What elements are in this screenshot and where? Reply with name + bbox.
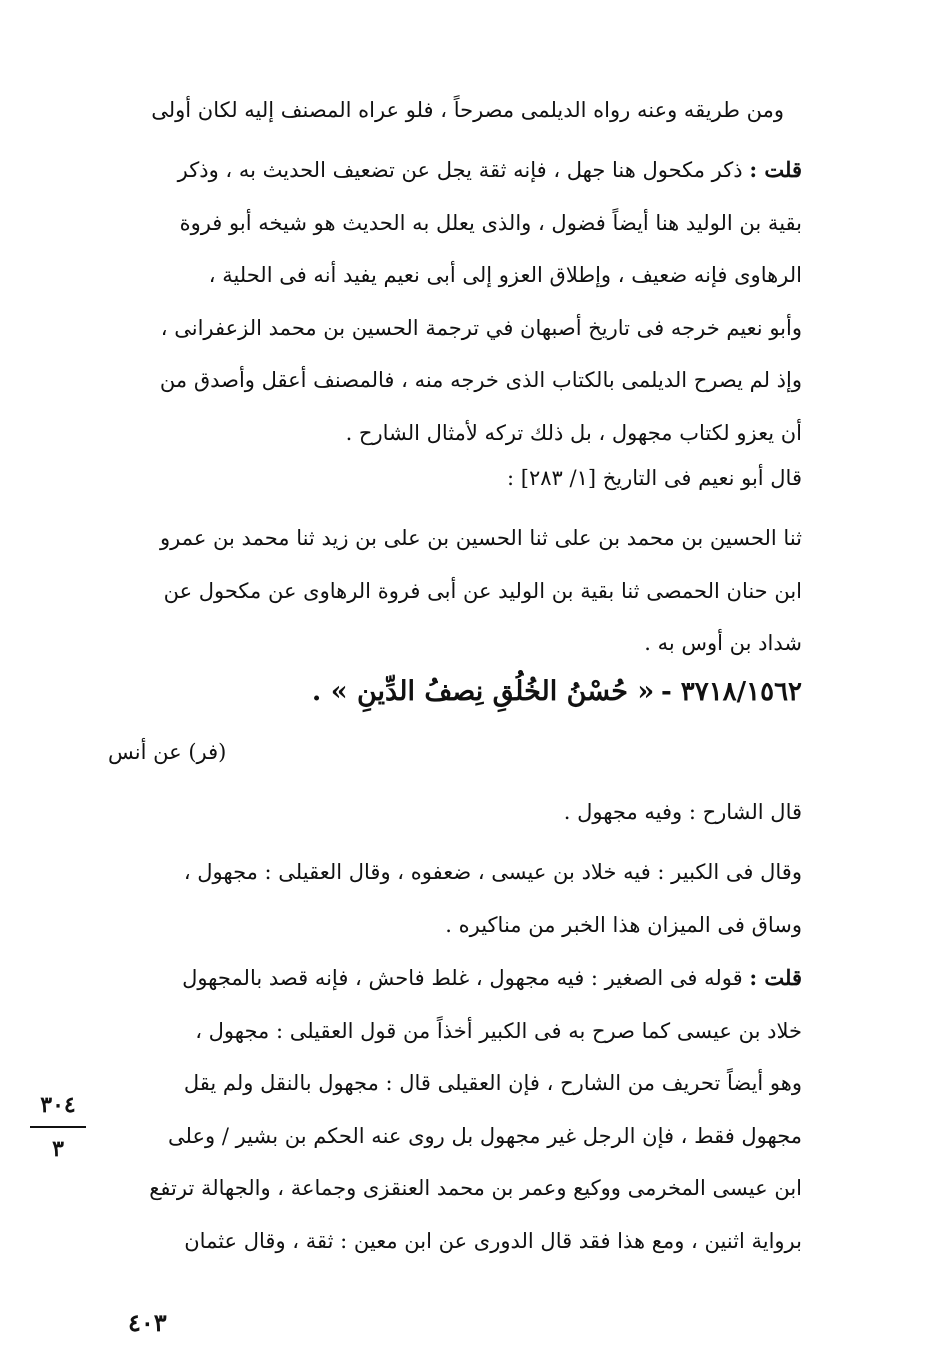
- text-line: قلت : ذكر مكحول هنا جهل ، فإنه ثقة يجل عن تضعيف الحديث به ، وذكر: [177, 157, 802, 182]
- text-line: قال الشارح : وفيه مجهول .: [563, 800, 802, 824]
- sharih-statement: [96, 786, 802, 839]
- paragraph-qultu-2: [96, 952, 802, 1267]
- margin-divider: [30, 1126, 86, 1128]
- text-line: ابن عيسى المخرمى ووكيع وعمر بن محمد العنقزى وجماعة ، والجهالة ترتفع: [149, 1176, 802, 1200]
- text-line: ومن طريقه وعنه رواه الديلمى مصرحاً ، فلو عراه المصنف إليه لكان أولى: [151, 98, 784, 122]
- text-line: شداد بن أوس به .: [644, 631, 802, 655]
- text-line: أن يعزو لكتاب مجهول ، بل ذلك تركه لأمثال الشارح .: [345, 420, 802, 445]
- text-line: قال أبو نعيم فى التاريخ [١/ ٢٨٣] :: [507, 466, 802, 490]
- text-line: الرهاوى فإنه ضعيف ، وإطلاق العزو إلى أبى نعيم يفيد أنه فى الحلية ،: [208, 263, 802, 287]
- opening-line: [96, 84, 802, 137]
- hadith-heading: [96, 666, 802, 722]
- text-line: وساق فى الميزان هذا الخبر من مناكيره .: [445, 912, 802, 937]
- text-line: مجهول فقط ، فإن الرجل غير مجهول بل روى عنه الحكم بن بشير / وعلى: [168, 1123, 802, 1148]
- hadith-number: ٣٧١٨/١٥٦٢ -: [660, 677, 802, 707]
- kabir-quote: [96, 846, 802, 951]
- text-line: برواية اثنين ، ومع هذا فقد قال الدورى عن ابن معين : ثقة ، وقال عثمان: [184, 1228, 802, 1253]
- hadith-text: « حُسْنُ الخُلُقِ نِصفُ الدِّينِ » .: [311, 676, 655, 707]
- qultu-label: قلت :: [749, 157, 802, 182]
- text-line: خلاد بن عيسى كما صرح به فى الكبير أخذاً من قول العقيلى : مجهول ،: [195, 1018, 802, 1043]
- text-line: وقال فى الكبير : فيه خلاد بن عيسى ، ضعفوه ، وقال العقيلى : مجهول ،: [183, 860, 802, 884]
- text-line: ابن حنان الحمصى ثنا بقية بن الوليد عن أبى فروة الرهاوى عن مكحول عن: [163, 578, 802, 603]
- text-line: وهو أيضاً تحريف من الشارح ، فإن العقيلى قال : مجهول بالنقل ولم يقل: [183, 1071, 802, 1095]
- margin-page: ٣٠٤: [40, 1092, 76, 1118]
- paragraph-qultu-1: [96, 144, 802, 459]
- text-line: وإذ لم يصرح الديلمى بالكتاب الذى خرجه منه ، فالمصنف أعقل وأصدق من: [159, 368, 802, 392]
- isnad-block: [96, 512, 802, 670]
- text-line: وأبو نعيم خرجه فى تاريخ أصبهان في ترجمة الحسين بن محمد الزعفرانى ،: [160, 315, 802, 340]
- text-line: قلت : قوله فى الصغير : فيه مجهول ، غلط فاحش ، فإنه قصد بالمجهول: [182, 965, 802, 990]
- hadith-line: [96, 666, 802, 722]
- hadith-source: (فر) عن أنس: [108, 740, 227, 764]
- margin-volume: ٣: [52, 1136, 64, 1162]
- text-line: بقية بن الوليد هنا أيضاً فضول ، والذى يعلل به الحديث هو شيخه أبو فروة: [179, 210, 802, 235]
- qultu-label: قلت :: [749, 965, 802, 990]
- page-number: ٤٠٣: [128, 1308, 167, 1337]
- citation-abu-nuaym: [96, 452, 802, 505]
- margin-reference: [30, 1092, 86, 1162]
- text-line: ثنا الحسين بن محمد بن على ثنا الحسين بن على بن زيد ثنا محمد بن عمرو: [159, 526, 802, 550]
